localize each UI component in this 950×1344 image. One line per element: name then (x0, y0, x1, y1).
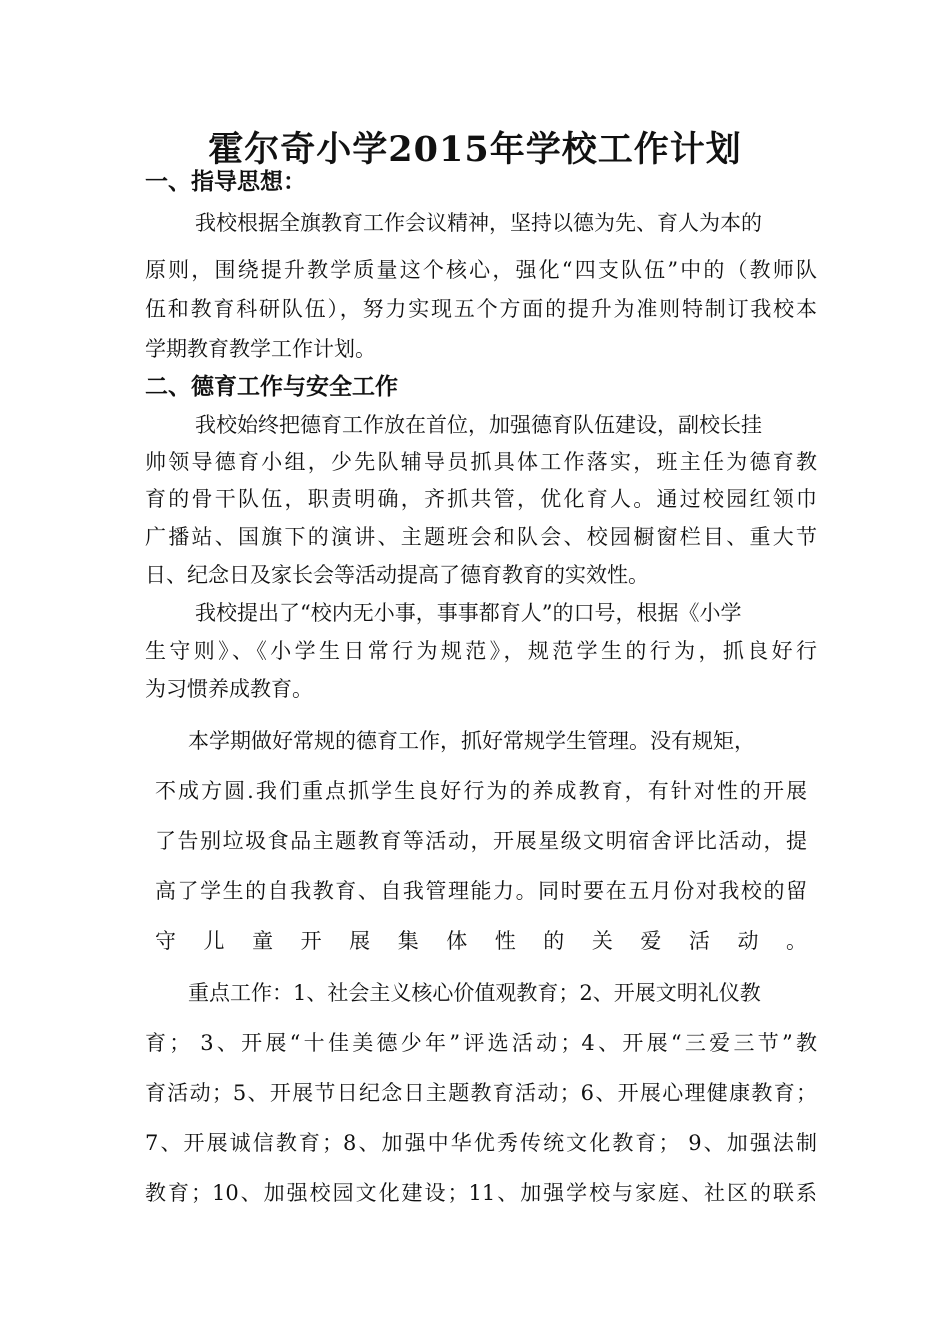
paragraph-line: 重点工作：1、社会主义核心价值观教育；2、开展文明礼仪教 (188, 981, 761, 1005)
paragraph-line: 日、纪念日及家长会等活动提高了德育教育的实效性。 (145, 563, 649, 587)
paragraph-line: 了告别垃圾食品主题教育等活动，开展星级文明宿舍评比活动，提 (155, 829, 807, 853)
paragraph-line: 育活动；5、开展节日纪念日主题教育活动；6、开展心理健康教育； (145, 1081, 817, 1105)
paragraph-line: 守儿童开展集体性的关爱活动。 (155, 929, 807, 953)
section-heading-guiding-thought: 一、指导思想： (145, 168, 306, 195)
section-heading-moral-and-safety: 二、德育工作与安全工作 (145, 373, 398, 400)
paragraph-line: 帅领导德育小组，少先队辅导员抓具体工作落实，班主任为德育教 (145, 450, 817, 474)
paragraph-line: 育的骨干队伍，职责明确，齐抓共管，优化育人。通过校园红领巾 (145, 487, 817, 511)
paragraph-line: 生守则》、《小学生日常行为规范》，规范学生的行为，抓良好行 (145, 639, 817, 663)
paragraph-line: 为习惯养成教育。 (145, 677, 313, 701)
paragraph-line: 原则，围绕提升教学质量这个核心，强化“四支队伍”中的（教师队 (145, 258, 817, 282)
paragraph-line: 不成方圆.我们重点抓学生良好行为的养成教育，有针对性的开展 (155, 779, 807, 803)
paragraph-line: 学期教育教学工作计划。 (145, 337, 376, 361)
paragraph-line: 育； 3、开展“十佳美德少年”评选活动；4、开展“三爱三节”教 (145, 1031, 817, 1055)
paragraph-line: 7、开展诚信教育；8、加强中华优秀传统文化教育； 9、加强法制 (145, 1131, 817, 1155)
paragraph-line: 我校根据全旗教育工作会议精神，坚持以德为先、育人为本的 (195, 211, 762, 235)
paragraph-line: 本学期做好常规的德育工作，抓好常规学生管理。没有规矩， (188, 729, 755, 753)
paragraph-line: 我校始终把德育工作放在首位，加强德育队伍建设，副校长挂 (195, 413, 762, 437)
paragraph-line: 伍和教育科研队伍），努力实现五个方面的提升为准则特制订我校本 (145, 297, 817, 321)
paragraph-line: 广播站、国旗下的演讲、主题班会和队会、校园橱窗栏目、重大节 (145, 525, 817, 549)
paragraph-line: 高了学生的自我教育、自我管理能力。同时要在五月份对我校的留 (155, 879, 807, 903)
page-title: 霍尔奇小学2015年学校工作计划 (208, 129, 742, 170)
paragraph-line: 教育；10、加强校园文化建设；11、加强学校与家庭、社区的联系 (145, 1181, 817, 1205)
paragraph-line: 我校提出了“校内无小事，事事都育人”的口号，根据《小学 (195, 601, 742, 625)
